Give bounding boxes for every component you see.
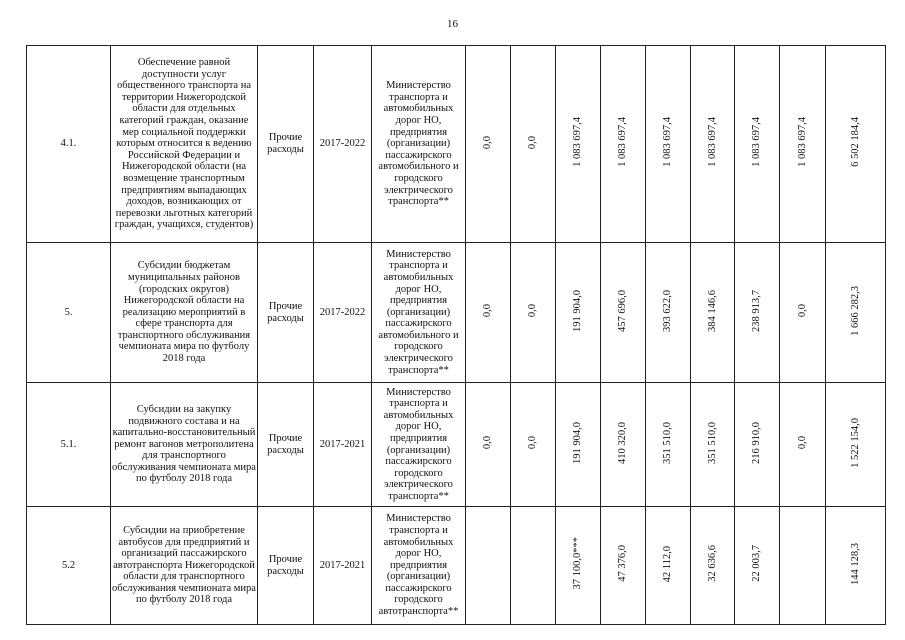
expense-type: Прочие расходы [258,46,314,243]
value-cell [556,243,601,383]
total-cell [826,507,886,625]
budget-table [26,45,886,625]
value-cell [646,383,691,507]
value-text: 1 083 697,4 [796,117,808,168]
total-text: 144 128,3 [849,542,861,585]
value-cell [466,507,511,625]
measure-name: Обеспечение равной доступности услуг общественного транспорта на территории Нижегородской области для отдельных категорий граждан, оказание мер социальной поддержки которым относится к ведению Российской Федерации и Нижегородской области (на возмещение транспортным предприятиям выпадающих доходов, возникающих от перевозки льготных категорий граждан, учащихся, студентов) [111,46,258,243]
value-text: 1 083 697,4 [572,117,584,168]
value-text: 238 913,7 [751,289,763,332]
value-cell [780,46,826,243]
executor: Министерство транспорта и автомобильных дорог НО, предприятия (организации) пассажирского городского автотранспорта** [372,507,466,625]
period: 2017-2022 [314,46,372,243]
total-cell [826,383,886,507]
value-text: 0,0 [482,436,494,450]
value-text: 351 510,0 [662,421,674,464]
value-cell [691,507,735,625]
measure-name: Субсидии бюджетам муниципальных районов (городских округов) Нижегородской области на реализацию мероприятий в сфере транспорта для транспортного обслуживания чемпионата мира по футболу 2018 года [111,243,258,383]
value-cell [735,243,780,383]
value-cell [780,383,826,507]
value-text: 216 910,0 [751,421,763,464]
value-text: 457 696,0 [617,289,629,332]
row-number: 4.1. [27,46,111,243]
value-cell [646,243,691,383]
value-text: 0,0 [527,304,539,318]
value-text: 0,0 [482,304,494,318]
table-row [27,383,886,507]
row-number: 5. [27,243,111,383]
row-number: 5.2 [27,507,111,625]
value-cell [511,243,556,383]
value-cell [601,243,646,383]
value-text: 410 320,0 [617,421,629,464]
value-text: 393 622,0 [662,289,674,332]
total-text: 6 502 184,4 [849,117,861,168]
table-row [27,46,886,243]
value-text: 1 083 697,4 [706,117,718,168]
value-cell [601,46,646,243]
page-number: 16 [447,18,458,30]
executor: Министерство транспорта и автомобильных дорог НО, предприятия (организации) пассажирского автомобильного и городского электрического транспорта** [372,46,466,243]
value-cell [511,46,556,243]
total-cell [826,46,886,243]
total-cell [826,243,886,383]
value-text: 22 003,7 [751,545,763,583]
value-cell [735,383,780,507]
expense-type: Прочие расходы [258,243,314,383]
total-text: 1 522 154,0 [849,417,861,468]
period: 2017-2022 [314,243,372,383]
value-text: 191 904,0 [572,421,584,464]
expense-type: Прочие расходы [258,507,314,625]
value-text: 37 100,0*** [572,537,584,590]
value-text: 0,0 [527,436,539,450]
value-cell [601,507,646,625]
value-text: 42 112,0 [662,545,674,582]
measure-name: Субсидии на приобретение автобусов для предприятий и организаций пассажирского автотранспорта Нижегородской области для транспортного обслуживания чемпионата мира по футболу 2018 года [111,507,258,625]
value-cell [780,507,826,625]
value-text: 0,0 [482,135,494,149]
executor: Министерство транспорта и автомобильных дорог НО, предприятия (организации) пассажирского автомобильного и городского электрического транспорта** [372,243,466,383]
total-text: 1 666 282,3 [849,285,861,336]
value-cell [691,243,735,383]
value-cell [511,507,556,625]
value-cell [556,507,601,625]
row-number: 5.1. [27,383,111,507]
value-text: 47 376,0 [617,545,629,583]
value-text: 0,0 [796,436,808,450]
value-cell [601,383,646,507]
value-text: 1 083 697,4 [662,117,674,168]
value-text: 1 083 697,4 [617,117,629,168]
value-text: 384 146,6 [706,289,718,332]
value-text: 32 636,6 [706,545,718,583]
measure-name: Субсидии на закупку подвижного состава и на капитально-восстановительный ремонт вагонов метрополитена для транспортного обслуживания чемпионата мира по футболу 2018 года [111,383,258,507]
value-cell [511,383,556,507]
value-cell [466,46,511,243]
period: 2017-2021 [314,383,372,507]
value-cell [556,46,601,243]
expense-type: Прочие расходы [258,383,314,507]
value-cell [780,243,826,383]
table-row [27,243,886,383]
value-cell [691,46,735,243]
value-text: 191 904,0 [572,289,584,332]
value-cell [646,507,691,625]
period: 2017-2021 [314,507,372,625]
value-text: 0,0 [527,135,539,149]
value-cell [735,46,780,243]
value-cell [646,46,691,243]
executor: Министерство транспорта и автомобильных дорог НО, предприятия (организации) пассажирского городского электрического транспорта** [372,383,466,507]
value-text: 0,0 [796,304,808,318]
value-text: 351 510,0 [706,421,718,464]
value-cell [556,383,601,507]
table-row [27,507,886,625]
value-text: 1 083 697,4 [751,117,763,168]
value-cell [691,383,735,507]
value-cell [735,507,780,625]
value-cell [466,383,511,507]
value-cell [466,243,511,383]
